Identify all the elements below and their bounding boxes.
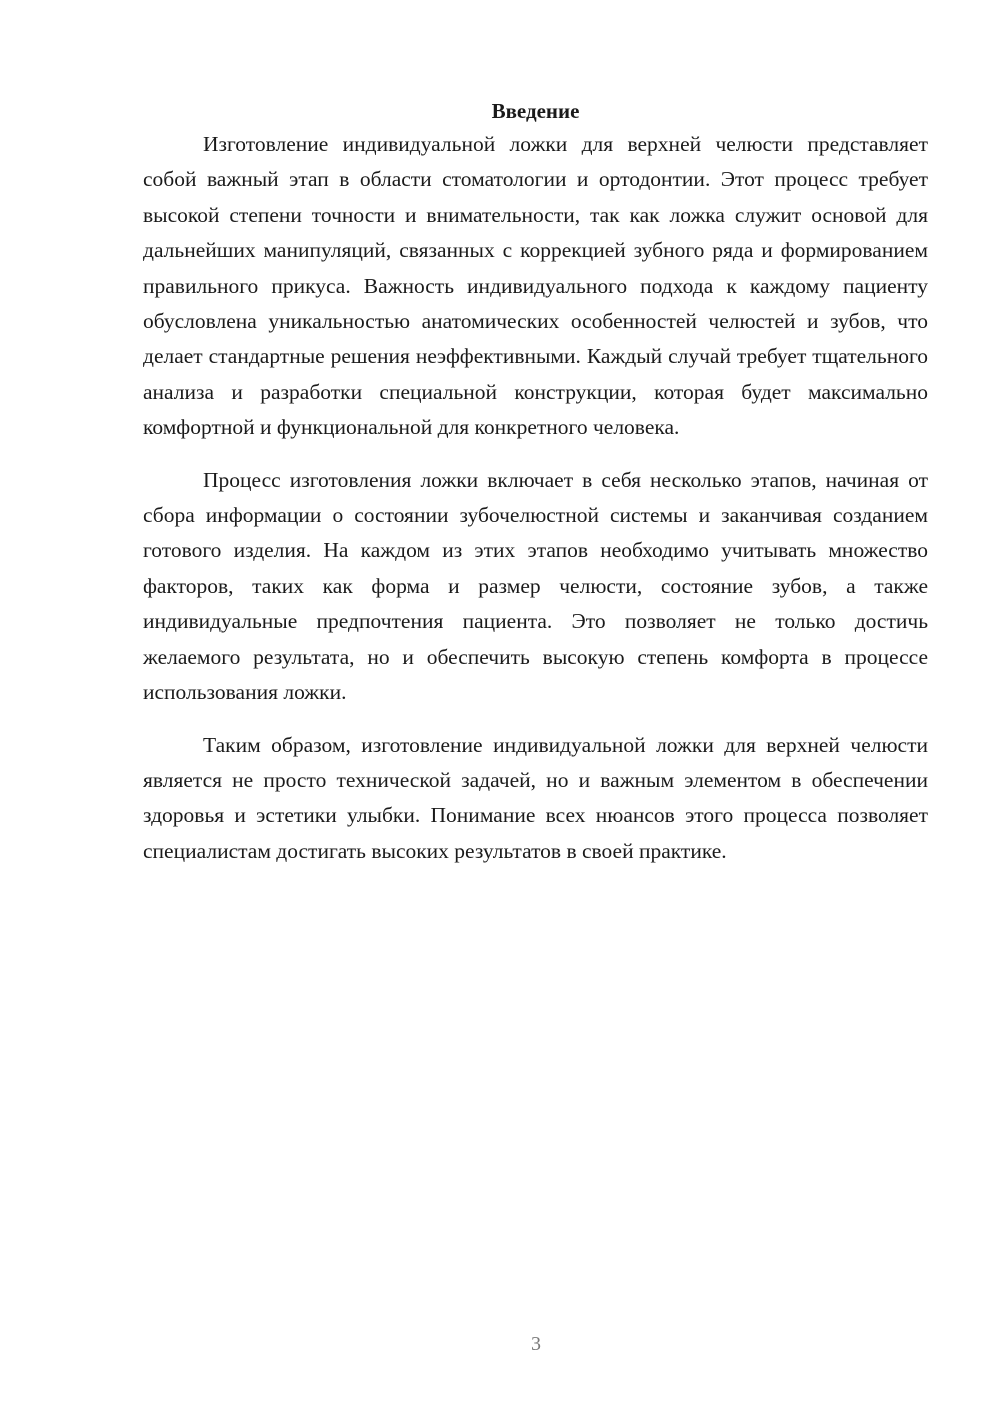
page-number: 3: [531, 1333, 541, 1355]
page-content: [143, 96, 928, 886]
paragraph-3: Таким образом, изготовление индивидуальной ложки для верхней челюсти является не просто технической задачей, но и важным элементом в обеспечении здоровья и эстетики улыбки. Понимание всех нюансов этого процесса позволяет специалистам достигать высоких результатов в своей практике.: [143, 732, 928, 863]
paragraph-1: Изготовление индивидуальной ложки для верхней челюсти представляет собой важный этап в области стоматологии и ортодонтии. Этот процесс требует высокой степени точности и внимательности, так как ложка служит основой для дальнейших манипуляций, связанных с коррекцией зубного ряда и формированием правильного прикуса. Важность индивидуального подхода к каждому пациенту обусловлена уникальностью анатомических особенностей челюстей и зубов, что делает стандартные решения неэффективными. Каждый случай требует тщательного анализа и разработки специальной конструкции, которая будет максимально комфортной и функциональной для конкретного человека.: [143, 132, 928, 440]
section-heading: Введение: [491, 99, 580, 123]
paragraph-2: Процесс изготовления ложки включает в себя несколько этапов, начиная от сбора информации о состоянии зубочелюстной системы и заканчивая созданием готового изделия. На каждом из этих этапов необходимо учитывать множество факторов, таких как форма и размер челюсти, состояние зубов, а также индивидуальные предпочтения пациента. Это позволяет не только достичь желаемого результата, но и обеспечить высокую степень комфорта в процессе использования ложки.: [143, 467, 928, 705]
